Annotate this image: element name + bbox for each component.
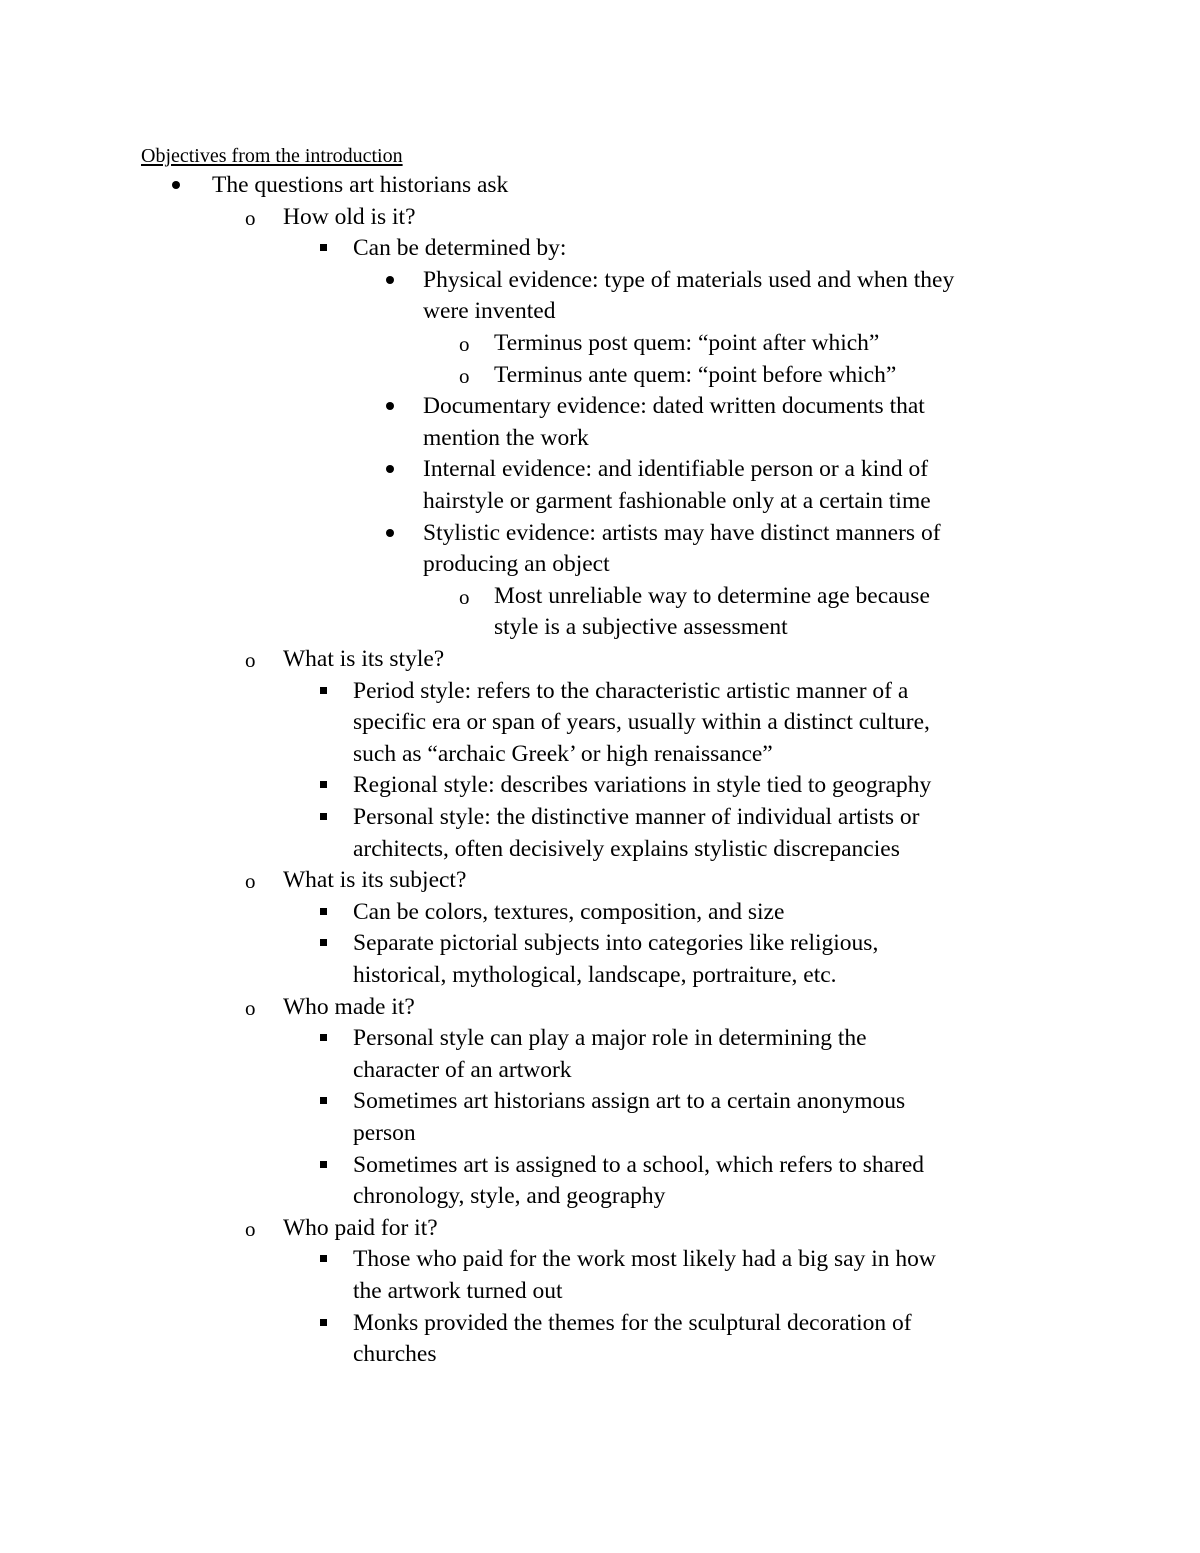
bullet-circle-icon: o [459,363,470,388]
list-item-text: Can be colors, textures, composition, and size [353,898,785,925]
bullet-square-icon [320,1255,327,1262]
bullet-circle-icon: o [459,332,470,356]
list-item-text: Documentary evidence: dated written documents that [423,393,925,420]
list-item-text: The questions art historians ask [212,172,509,198]
list-item-text: mention the work [423,424,589,451]
document-heading: Objectives from the introduction [141,145,403,167]
bullet-square-icon [320,781,327,788]
bullet-circle-icon: o [459,584,470,609]
list-item-text: producing an object [423,551,610,578]
list-item-text: Sometimes art is assigned to a school, which refers to shared [353,1151,925,1178]
bullet-square-icon [320,1319,327,1326]
list-item-text: Stylistic evidence: artists may have distinct manners of [423,519,941,546]
list-item-text: architects, often decisively explains stylistic discrepancies [353,835,900,862]
list-item-text: Who paid for it? [283,1214,438,1241]
bullet-square-icon [320,687,327,694]
list-item-text: Sometimes art historians assign art to a certain anonymous [353,1088,906,1115]
bullet-circle-icon: o [245,1216,256,1241]
list-item-text: How old is it? [283,203,416,230]
list-item-text: specific era or span of years, usually within a distinct culture, [353,709,930,736]
list-item-text: Who made it? [283,993,415,1020]
bullet-circle-icon: o [245,205,256,230]
bullet-circle-icon: o [245,995,256,1020]
list-item-text: character of an artwork [353,1056,572,1083]
list-item-text: Those who paid for the work most likely had a big say in how [353,1246,936,1273]
list-item-text: historical, mythological, landscape, portraiture, etc. [353,962,837,988]
bullet-disc-icon [386,529,394,537]
list-item-text: person [353,1120,416,1146]
list-item-text: Personal style: the distinctive manner of individual artists or [353,804,920,830]
list-item-text: such as “archaic Greek’ or high renaissance” [353,740,773,767]
list-item-text: What is its subject? [283,867,467,894]
list-item-text: Can be determined by: [353,235,567,262]
list-item-text: were invented [423,298,556,325]
list-item-text: Period style: refers to the characteristic artistic manner of a [353,677,909,704]
bullet-square-icon [320,244,327,251]
list-item-text: Terminus ante quem: “point before which” [494,361,897,388]
bullet-disc-icon [386,276,394,284]
list-item-text: Separate pictorial subjects into categories like religious, [353,930,879,957]
list-item-text: Personal style can play a major role in determining the [353,1025,867,1052]
list-item-text: What is its style? [283,646,445,672]
bullet-square-icon [320,908,327,915]
bullet-disc-icon [386,465,394,473]
bullet-circle-icon: o [245,648,256,672]
list-item-text: hairstyle or garment fashionable only at a certain time [423,488,931,514]
bullet-square-icon [320,1097,327,1104]
bullet-circle-icon: o [245,869,256,894]
list-item-text: chronology, style, and geography [353,1183,666,1210]
list-item-text: Terminus post quem: “point after which” [494,330,880,356]
list-item-text: Internal evidence: and identifiable person or a kind of [423,456,929,483]
bullet-square-icon [320,1034,327,1041]
bullet-disc-icon [172,181,180,189]
list-item-text: style is a subjective assessment [494,614,788,641]
list-item-text: Monks provided the themes for the sculptural decoration of [353,1309,912,1336]
bullet-disc-icon [386,402,394,410]
bullet-square-icon [320,813,327,820]
list-item-text: Physical evidence: type of materials used and when they [423,266,955,293]
list-item-text: churches [353,1341,437,1368]
bullet-square-icon [320,1161,327,1168]
list-item-text: the artwork turned out [353,1278,563,1304]
bullet-square-icon [320,939,327,946]
list-item-text: Most unreliable way to determine age because [494,582,930,609]
list-item-text: Regional style: describes variations in style tied to geography [353,772,932,799]
